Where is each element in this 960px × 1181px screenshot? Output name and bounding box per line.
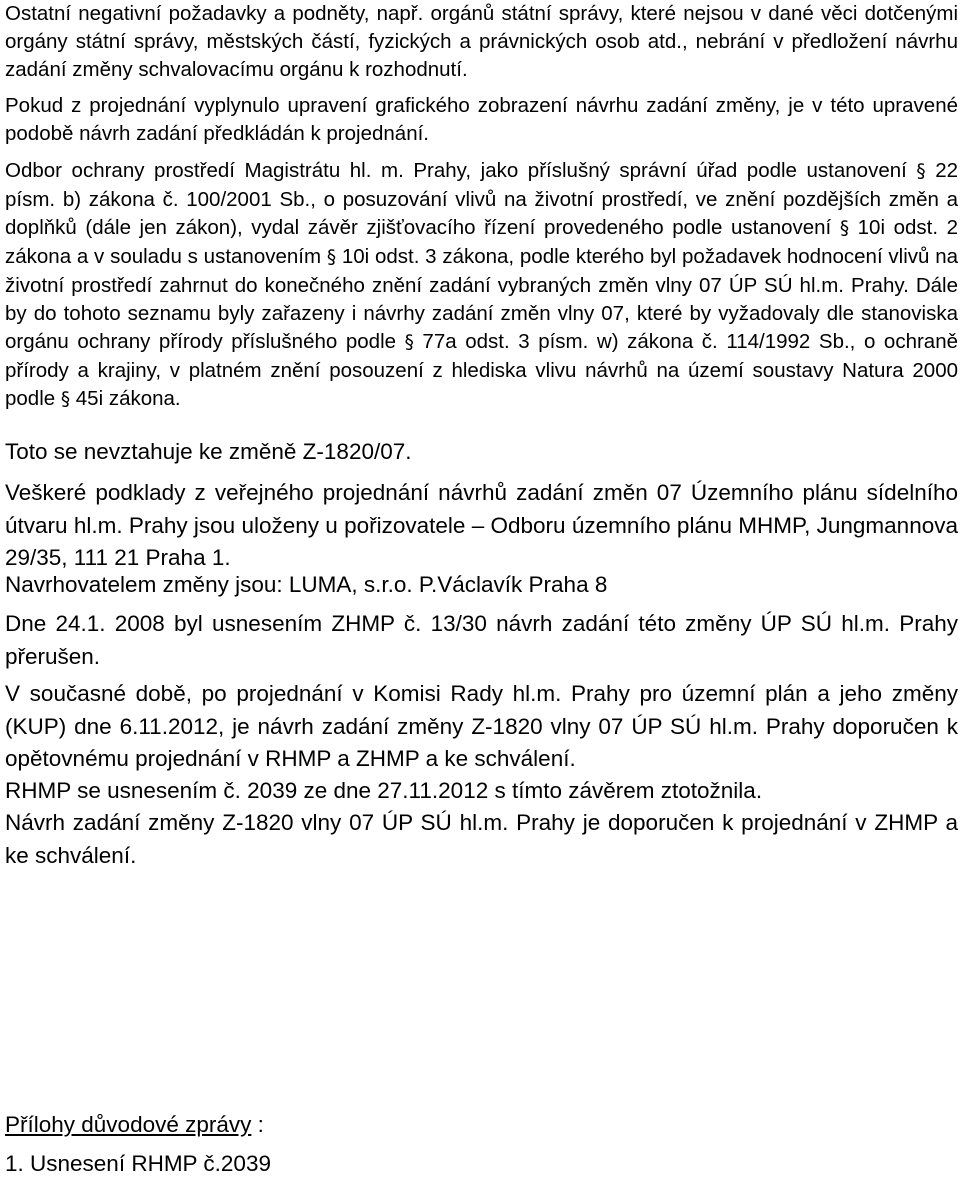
section-sign: §: [916, 161, 926, 182]
paragraph-proposer: [5, 569, 958, 602]
text-segment: 22 písm. b) zákona č. 100/2001 Sb., o posuzování vlivů na životní prostředí, ve znění pozdějších změn a doplňků (dále jen zákon), vydal závěr zjišťovacího řízení provedeného podle ustanovení: [5, 159, 958, 239]
section-sign: §: [839, 218, 850, 239]
paragraph-text: Navrhovatelem změny jsou: LUMA, s.r.o. P.Václavík Praha 8: [5, 572, 608, 597]
paragraph-text: RHMP se usnesením č. 2039 ze dne 27.11.2012 s tímto závěrem ztotožnila.: [5, 778, 763, 803]
text-segment: 45i zákona.: [70, 387, 181, 410]
attachments-heading-colon: :: [251, 1112, 264, 1137]
section-sign: §: [326, 247, 337, 268]
paragraph-current-status: [5, 678, 958, 776]
paragraph-recommendation: [5, 807, 958, 872]
section-sign: §: [404, 332, 414, 353]
paragraph-environment-department: [5, 157, 958, 414]
text-segment: 77a odst. 3 písm. w) zákona č. 114/1992 Sb., o ochraně přírody a krajiny, v platném znění posouzení z hlediska vlivu návrhů na území soustavy Natura 2000 podle: [5, 330, 959, 410]
section-sign: §: [60, 389, 71, 410]
attachment-item-text: 1. Usnesení RHMP č.2039: [5, 1151, 271, 1176]
paragraph-text: Ostatní negativní požadavky a podněty, např. orgánů státní správy, které nejsou v dané věci dotčenými orgány státní správy, městských částí, fyzických a právnických osob atd., nebrání v předložení návrhu zadání změny schvalovacímu orgánu k rozhodnutí.: [5, 2, 958, 81]
paragraph-text: Návrh zadání změny Z-1820 vlny 07 ÚP SÚ hl.m. Prahy je doporučen k projednání v ZHMP a ke schválení.: [5, 810, 958, 868]
text-segment: 10i odst. 3 zákona, podle kterého byl požadavek hodnocení vlivů na životní prostředí zahrnut do konečného znění zadání vybraných změn vlny 07 ÚP SÚ hl.m. Prahy. Dále by do tohoto seznamu byly zařazeny i návrhy zadání změn vlny 07, které by vyžadovaly dle stanoviska orgánu ochrany přírody příslušného podle: [5, 245, 958, 353]
paragraph-text: Toto se nevztahuje ke změně Z-1820/07.: [5, 439, 412, 464]
paragraph-interruption: [5, 608, 958, 673]
paragraph-text: Dne 24.1. 2008 byl usnesením ZHMP č. 13/30 návrh zadání této změny ÚP SÚ hl.m. Prahy přerušen.: [5, 611, 958, 669]
text-segment: 10i odst. 2 zákona a v souladu s ustanovením: [5, 216, 958, 268]
paragraph-rhmp-resolution: [5, 775, 958, 808]
attachments-heading: [5, 1109, 958, 1142]
attachment-item: [5, 1148, 958, 1181]
paragraph-text: [5, 157, 958, 414]
paragraph-text: Pokud z projednání vyplynulo upravení grafického zobrazení návrhu zadání změny, je v této upravené podobě návrh zadání předkládán k projednání.: [5, 94, 958, 145]
attachments-heading-label: Přílohy důvodové zprávy: [5, 1112, 252, 1137]
paragraph-graphic-adjustment: [5, 92, 958, 148]
paragraph-other-requirements: [5, 0, 958, 84]
text-segment: Odbor ochrany prostředí Magistrátu hl. m. Prahy, jako příslušný správní úřad podle ustanovení: [5, 159, 917, 182]
paragraph-documents-location: [5, 477, 958, 575]
paragraph-text: Veškeré podklady z veřejného projednání návrhů zadání změn 07 Územního plánu sídelního útvaru hl.m. Prahy jsou uloženy u pořizovatele – Odboru územního plánu MHMP, Jungmannova 29/35, 111 21 Praha 1.: [5, 480, 958, 570]
attachments-heading-text: [5, 1109, 958, 1142]
paragraph-exception: [5, 436, 958, 469]
paragraph-text: V současné době, po projednání v Komisi Rady hl.m. Prahy pro územní plán a jeho změny (KUP) dne 6.11.2012, je návrh zadání změny Z-1820 vlny 07 ÚP SÚ hl.m. Prahy doporučen k opětovnému projednání v RHMP a ZHMP a ke schválení.: [5, 681, 958, 771]
